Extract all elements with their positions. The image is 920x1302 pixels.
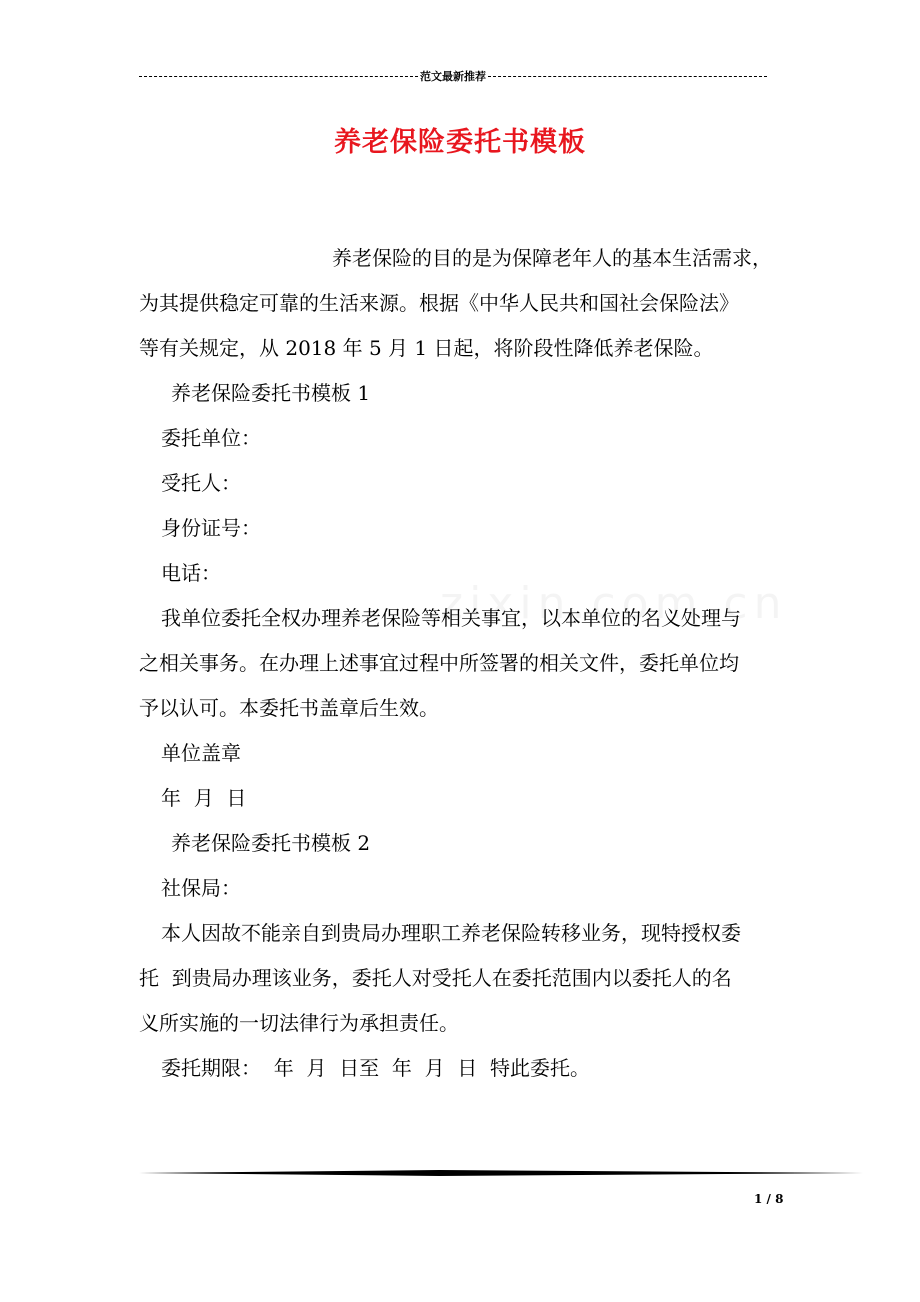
field-entrusting-unit: 委托单位： (161, 426, 261, 450)
template-1-paragraph-line-1: 我单位委托全权办理养老保险等相关事宜，以本单位的名义处理与 (161, 606, 741, 630)
field-phone: 电话： (161, 561, 221, 585)
intro-line-3: 等有关规定，从 2018 年 5 月 1 日起，将阶段性降低养老保险。 (139, 336, 714, 360)
intro-line-2: 为其提供稳定可靠的生活来源。根据《中华人民共和国社会保险法》 (139, 291, 739, 315)
template-2-paragraph-line-1: 本人因故不能亲自到贵局办理职工养老保险转移业务，现特授权委 (161, 921, 741, 945)
template-1-paragraph-line-3: 予以认可。本委托书盖章后生效。 (139, 696, 439, 720)
template-2-paragraph-line-2: 托 到贵局办理该业务，委托人对受托人在委托范围内以委托人的名 (139, 966, 732, 990)
unit-seal-label: 单位盖章 (161, 741, 241, 765)
entrust-term: 委托期限： 年 月 日至 年 月 日 特此委托。 (161, 1056, 591, 1080)
template-1-paragraph-line-2: 之相关事务。在办理上述事宜过程中所签署的相关文件，委托单位均 (139, 651, 739, 675)
page-number: 1 / 8 (754, 1192, 784, 1206)
document-title: 养老保险委托书模板 (334, 127, 586, 158)
footer-rule (139, 1170, 863, 1176)
addressee: 社保局： (161, 876, 241, 900)
field-trustee: 受托人： (161, 471, 241, 495)
document-body (139, 236, 789, 1091)
header-label: 范文最新推荐 (420, 70, 486, 83)
template-2-heading: 养老保险委托书模板 2 (171, 831, 371, 855)
intro-line-1: 养老保险的目的是为保障老年人的基本生活需求， (332, 246, 772, 270)
template-2-paragraph-line-3: 义所实施的一切法律行为承担责任。 (139, 1011, 459, 1035)
header-dash-left (139, 76, 418, 77)
template-1-heading: 养老保险委托书模板 1 (171, 381, 371, 405)
header-banner (139, 66, 767, 86)
header-dash-right (488, 76, 767, 77)
template-1-date: 年 月 日 (161, 786, 247, 810)
field-id-number: 身份证号： (161, 516, 261, 540)
